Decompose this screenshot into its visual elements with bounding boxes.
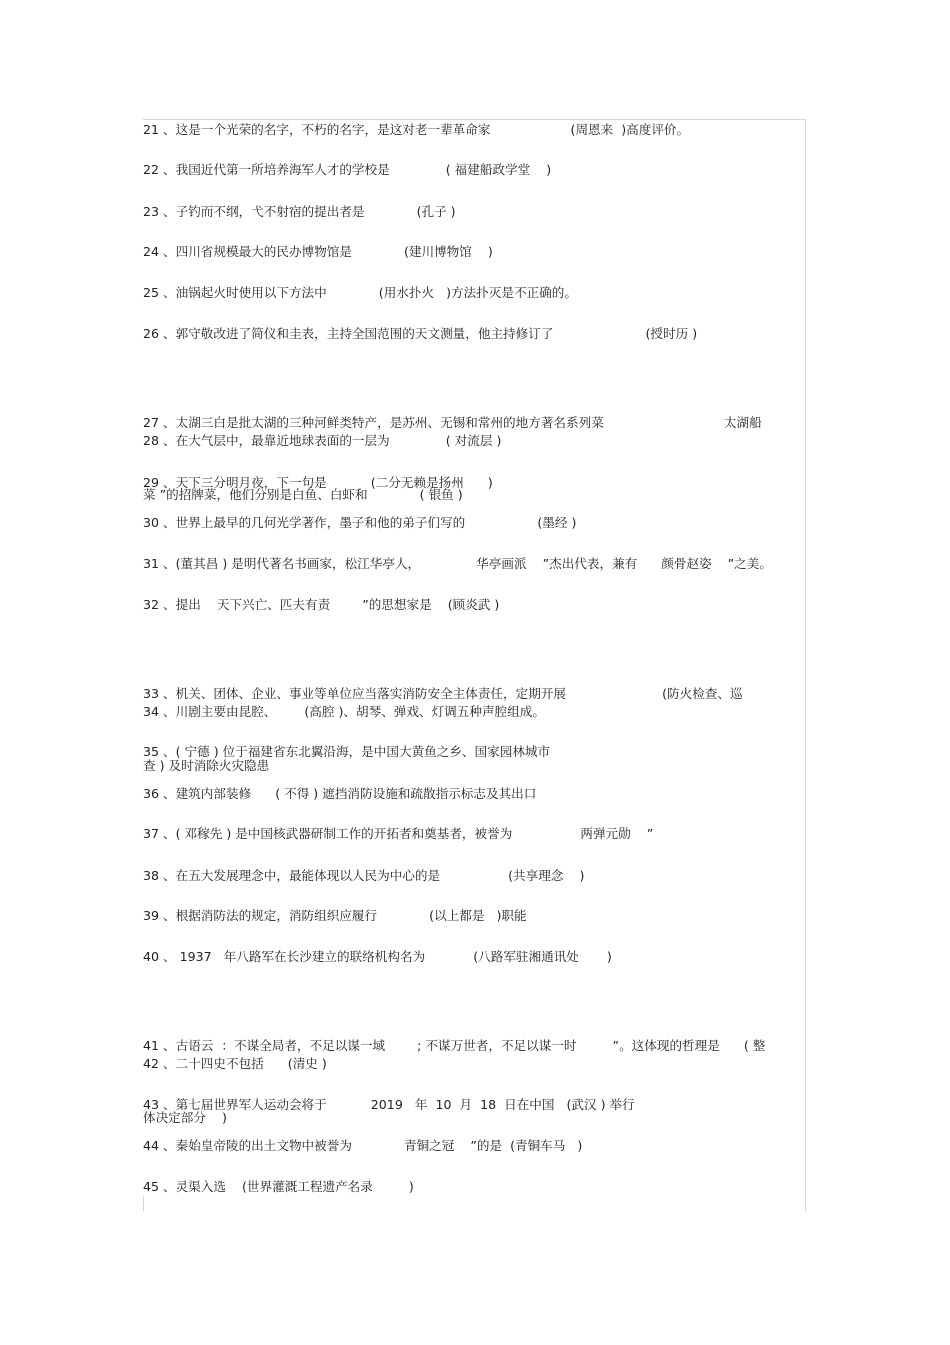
question-44: 44 、秦始皇帝陵的出土文物中被誉为 青铜之冠 ”的是 (青铜车马 ) (143, 1138, 583, 1153)
question-29: 29 、天下三分明月夜，下一句是 (二分无赖是扬州 ) (143, 475, 493, 490)
question-24: 24 、四川省规模最大的民办博物馆是 (建川博物馆 ) (143, 244, 493, 259)
question-32: 32 、提出 天下兴亡、匹夫有责 ”的思想家是 (顾炎武 ) (143, 597, 500, 612)
question-41-line-1: 41 、古语云 ：不谋全局者，不足以谋一域 ; 不谋万世者，不足以谋一时 ”。这体现的哲理是 ( 整 (143, 1038, 766, 1053)
question-39: 39 、根据消防法的规定，消防组织应履行 (以上都是 )职能 (143, 908, 527, 923)
question-33-line-1: 33 、机关、团体、企业、事业等单位应当落实消防安全主体责任，定期开展 (防火检查、巡 (143, 686, 743, 701)
question-36: 36 、建筑内部装修 ( 不得 ) 遮挡消防设施和疏散指示标志及其出口 (143, 786, 537, 801)
question-23: 23 、子钓而不纲，弋不射宿的提出者是 (孔子 ) (143, 204, 456, 219)
question-33-line-2: 查 ) 及时消除火灾隐患 (143, 758, 270, 773)
question-31: 31 、(董其昌 ) 是明代著名书画家，松江华亭人， 华亭画派 ”杰出代表，兼有 颜骨赵姿 ”之美。 (143, 556, 772, 571)
question-25: 25 、油锅起火时使用以下方法中 (用水扑火 )方法扑灭是不正确的。 (143, 285, 577, 300)
question-42: 42 、二十四史不包括 (清史 ) (143, 1056, 327, 1071)
question-27-line-1: 27 、太湖三白是批太湖的三种河鲜类特产，是苏州、无锡和常州的地方著名系列菜 太湖船 (143, 415, 762, 430)
question-38: 38 、在五大发展理念中，最能体现以人民为中心的是 (共享理念 ) (143, 868, 585, 883)
question-30: 30 、世界上最早的几何光学著作，墨子和他的弟子们写的 (墨经 ) (143, 515, 577, 530)
question-40: 40 、 1937 年八路军在长沙建立的联络机构名为 (八路军驻湘通讯处 ) (143, 949, 612, 964)
question-37: 37 、( 邓稼先 ) 是中国核武器研制工作的开拓者和奠基者，被誉为 两弹元勋 ” (143, 826, 654, 841)
question-22: 22 、我国近代第一所培养海军人才的学校是 ( 福建船政学堂 ) (143, 162, 552, 177)
question-27-line-2: 菜 ”的招牌菜，他们分别是白鱼、白虾和 ( 银鱼 ) (143, 487, 463, 502)
question-45: 45 、灵渠入选 (世界灌溉工程遗产名录 ) (143, 1179, 414, 1194)
question-43: 43 、第七届世界军人运动会将于 2019 年 10 月 18 日在中国 (武汉 ) 举行 (143, 1097, 635, 1112)
question-26: 26 、郭守敬改进了简仪和圭表，主持全国范围的天文测量，他主持修订了 (授时历 ) (143, 326, 698, 341)
question-34: 34 、川剧主要由昆腔、 (高腔 )、胡琴、弹戏、灯调五种声腔组成。 (143, 704, 545, 719)
question-35: 35 、( 宁德 ) 位于福建省东北翼沿海，是中国大黄鱼之乡、国家园林城市 (143, 744, 551, 759)
question-21: 21 、这是一个光荣的名字，不朽的名字，是这对老一辈革命家 (周恩来 )高度评价。 (143, 122, 690, 137)
question-41-line-2: 体决定部分 ) (143, 1110, 227, 1125)
question-28: 28 、在大气层中，最靠近地球表面的一层为 ( 对流层 ) (143, 433, 502, 448)
